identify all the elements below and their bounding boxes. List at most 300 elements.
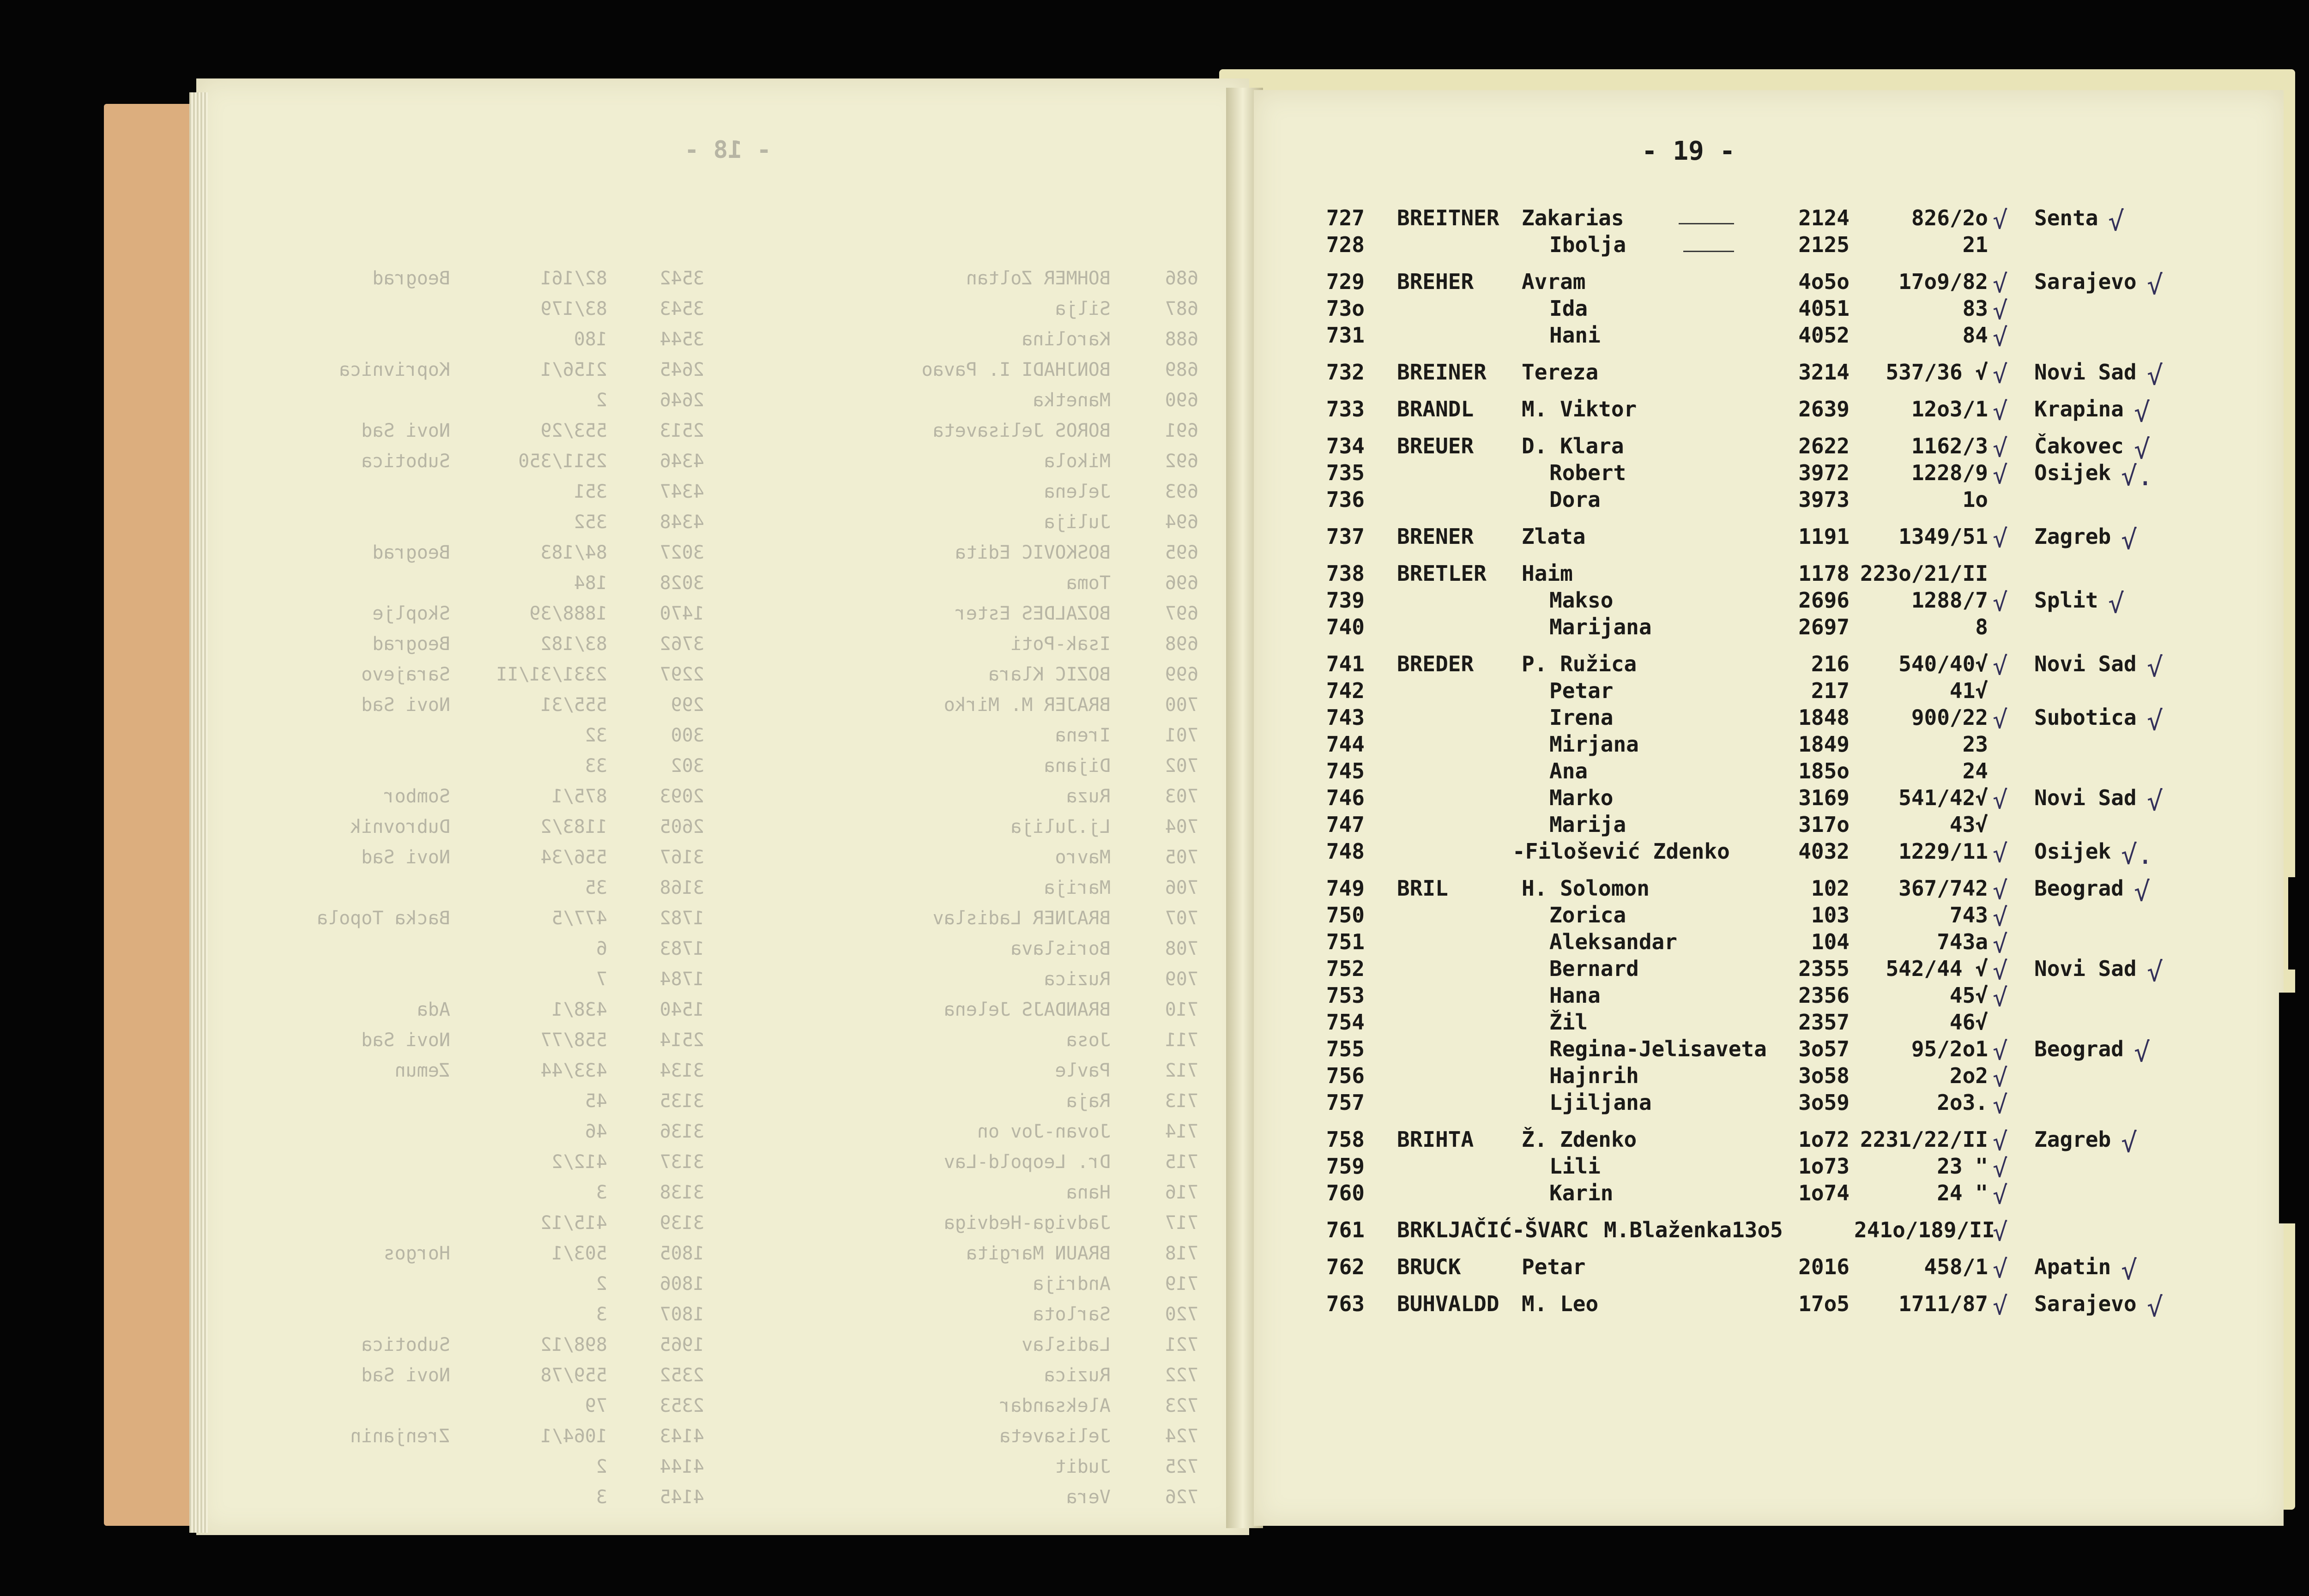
register-row [1254,839,2284,870]
bleed-num: 724 [1165,1426,1198,1447]
register-row [1254,812,2284,839]
bleed-reg: 4347 [659,481,704,502]
register-row [1254,296,2284,323]
register-row [1254,588,2284,619]
bleed-name: Silja [1055,298,1111,319]
entry-register-no: 2639 [1798,397,1850,422]
bleed-name: Isak-Poti [1010,633,1111,655]
bleed-name: Lj.Julija [1010,816,1111,837]
entry-number: 731 [1326,323,1365,348]
entry-number: 728 [1326,232,1365,257]
check-mark-icon: √. [2121,839,2153,870]
bleed-file: 3 [596,1487,607,1508]
entry-given-name: Karin [1549,1180,1614,1205]
entry-place: Subotica [2034,705,2137,730]
bleed-num: 687 [1165,298,1198,319]
entry-number: 732 [1326,360,1365,385]
right-page [1254,90,2284,1526]
bleed-reg: 4143 [659,1426,704,1447]
bleed-reg: 1784 [659,969,704,990]
entry-number: 749 [1326,876,1365,901]
entry-number: 744 [1326,732,1365,757]
entry-file-no: 1229/11 [1898,839,1988,864]
register-row [1254,705,2284,736]
register-row [1254,1127,2284,1158]
check-mark-icon: √ [1993,1154,2008,1183]
dash-mark-728 [1683,251,1734,252]
bleed-file: 3 [596,1304,607,1325]
entry-given-name: Hana [1549,983,1601,1008]
bleed-name: Manetka [1033,390,1111,411]
bleed-file: 84/183 [540,542,607,563]
entry-file-no: 21 [1962,232,1988,257]
bleed-row [196,877,1249,903]
register-row [1254,360,2284,391]
bleed-num: 691 [1165,420,1198,441]
entry-given-name: H. Solomon [1522,876,1650,901]
bleed-reg: 1965 [659,1334,704,1355]
bleed-num: 705 [1165,847,1198,868]
bleed-reg: 3136 [659,1121,704,1142]
bleed-name: Toma [1066,572,1111,594]
entry-given-name: Marijana [1549,614,1652,639]
bleed-file: 555/31 [540,694,607,716]
entry-number: 745 [1326,759,1365,783]
bleed-reg: 3137 [659,1151,704,1173]
check-mark-icon: √ [1993,903,2008,932]
check-mark-icon: √ [2134,397,2150,428]
entry-surname: BRUCK [1397,1254,1461,1279]
bleed-name: Jelisaveta [999,1426,1111,1447]
bleed-name: Raja [1066,1090,1111,1112]
entry-register-no: 4032 [1798,839,1850,864]
bleed-file: 46 [585,1121,607,1142]
bleed-reg: 1782 [659,908,704,929]
bleed-place: Backa Topola [317,908,450,929]
bleed-reg: 3167 [659,847,704,868]
bleed-num: 695 [1165,542,1198,563]
bleed-name: BOHMER Zoltan [966,268,1111,289]
bleed-file: 477/5 [551,908,607,929]
check-mark-icon: √ [2108,588,2124,619]
check-mark-icon: √ [1993,1090,2008,1119]
bleed-reg: 3762 [659,633,704,655]
bleed-file: 558/77 [540,1030,607,1051]
entry-file-no: 1349/51 [1898,524,1988,549]
bleed-place: Horgos [383,1243,450,1264]
bleed-name: Ladislav [1022,1334,1111,1355]
check-mark-icon: √ [2134,876,2150,907]
entry-place: Beograd [2034,876,2124,901]
entry-file-no: 367/742 [1898,876,1988,901]
register-row [1254,1291,2284,1323]
register-entries [1254,90,2284,1526]
bleed-num: 699 [1165,664,1198,685]
entry-number: 729 [1326,269,1365,294]
check-mark-icon: √ [1993,1217,2008,1247]
bleed-file: 2156/1 [540,359,607,380]
bleed-reg: 1470 [659,603,704,624]
bleed-file: 2331/31/II [496,664,607,685]
bleed-name: Josa [1066,1030,1111,1051]
page-edges [189,92,208,1533]
register-row [1254,1217,2284,1247]
check-mark-icon: √ [1993,651,2008,681]
entry-register-no: 1o74 [1798,1180,1850,1205]
check-mark-icon: √ [2147,705,2163,736]
register-row [1254,651,2284,683]
entry-given-name: Irena [1549,705,1614,730]
bleed-reg: 3542 [659,268,704,289]
register-row [1254,956,2284,988]
entry-file-no: 95/2o1 [1911,1036,1988,1061]
check-mark-icon: √ [1993,876,2008,905]
bleed-name: BRAUN Margita [966,1243,1111,1264]
entry-surname: BREINER [1397,360,1487,385]
bleed-row [196,1395,1249,1421]
entry-given-name: Zakarias [1522,205,1624,230]
bleed-file: 412/2 [551,1151,607,1173]
entry-register-no: 3o59 [1798,1090,1850,1115]
entry-register-no: 2622 [1798,434,1850,458]
check-mark-icon: √ [2108,205,2124,237]
bleed-name: Jadviga-Hedviga [943,1212,1111,1234]
bleed-reg: 1805 [659,1243,704,1264]
entry-given-name: Petar [1549,678,1614,703]
check-mark-icon: √ [1993,205,2008,235]
entry-number: 727 [1326,205,1365,230]
bleed-row [196,268,1249,293]
entry-number: 743 [1326,705,1365,730]
entry-given-name: M. Leo [1522,1291,1599,1316]
entry-given-name: P. Ružica [1522,651,1637,676]
bleed-num: 723 [1165,1395,1198,1416]
entry-given-name: Mirjana [1549,732,1639,757]
entry-file-no: 241o/189/II [1854,1217,1995,1242]
register-row [1254,759,2284,785]
entry-file-no: 1228/9 [1911,460,1988,485]
bleed-row [196,908,1249,933]
entry-register-no: 4052 [1798,323,1850,348]
bleed-place: Zrenjanin [350,1426,450,1447]
check-mark-icon: √ [2147,956,2163,988]
entry-number: 735 [1326,460,1365,485]
bleed-num: 721 [1165,1334,1198,1355]
entry-given-name: Ž. Zdenko [1522,1127,1637,1152]
entry-register-no: 1o72 [1798,1127,1850,1152]
check-mark-icon: √ [1993,1180,2008,1210]
entry-register-no: 3169 [1798,785,1850,810]
bleed-row [196,786,1249,811]
entry-register-no: 3o58 [1798,1063,1850,1088]
bleed-file: 35 [585,877,607,898]
bleed-place: Ada [417,999,450,1020]
bleed-row [196,1487,1249,1512]
bleed-file: 875/1 [551,786,607,807]
bleed-reg: 3543 [659,298,704,319]
register-row [1254,1090,2284,1117]
entry-given-name: Aleksandar [1549,929,1677,954]
check-mark-icon: √ [1993,929,2008,958]
bleed-reg: 1540 [659,999,704,1020]
bleed-num: 702 [1165,755,1198,777]
entry-register-no: 3973 [1798,487,1850,512]
entry-register-no: 185o [1798,759,1850,783]
bleed-row [196,1365,1249,1390]
entry-file-no: 43√ [1949,812,1988,837]
register-row [1254,1010,2284,1036]
bleed-reg: 299 [671,694,704,716]
entry-given-name: Zlata [1522,524,1586,549]
bleed-row [196,1151,1249,1177]
check-mark-icon: √ [1993,323,2008,352]
bleed-name: Sarlota [1033,1304,1111,1325]
bleed-reg: 300 [671,725,704,746]
entry-register-no: 2696 [1798,588,1850,613]
bleed-name: BONJHADI I. Pavao [921,359,1111,380]
entry-file-no: 743a [1937,929,1988,954]
entry-surname: BRKLJAČIĆ-ŠVARC [1397,1217,1589,1242]
entry-file-no: 83 [1962,296,1988,321]
entry-register-no: 317o [1798,812,1850,837]
entry-place: Osijek [2034,460,2111,485]
entry-register-no: 2356 [1798,983,1850,1008]
bleed-file: 2 [596,390,607,411]
bleed-num: 717 [1165,1212,1198,1234]
bleed-row [196,1212,1249,1238]
entry-given-name: Avram [1522,269,1586,294]
entry-number: 748 [1326,839,1365,864]
check-mark-icon: √ [2147,269,2163,301]
bleed-row [196,390,1249,415]
bleed-place: Dubrovnik [350,816,450,837]
entry-given-name: Marko [1549,785,1614,810]
bleed-num: 707 [1165,908,1198,929]
entry-register-no: 2355 [1798,956,1850,981]
bleed-name: Irena [1055,725,1111,746]
bleed-reg: 4346 [659,451,704,472]
check-mark-icon: √ [1993,705,2008,734]
check-mark-icon: √. [2121,460,2153,492]
entry-register-no: 3972 [1798,460,1850,485]
bleed-row [196,481,1249,506]
bleed-file: 3 [596,1182,607,1203]
bleed-file: 559/78 [540,1365,607,1386]
entry-register-no: 2016 [1798,1254,1850,1279]
register-row [1254,1180,2284,1210]
entry-register-no: 2697 [1798,614,1850,639]
check-mark-icon: √ [1993,588,2008,617]
entry-number: 733 [1326,397,1365,422]
entry-register-no: 17o5 [1798,1291,1850,1316]
entry-number: 758 [1326,1127,1365,1152]
bleed-row [196,1090,1249,1116]
entry-file-no: 41√ [1949,678,1988,703]
bleed-row [196,1304,1249,1329]
bleed-place: Beograd [372,268,450,289]
bleed-num: 720 [1165,1304,1198,1325]
entry-register-no: 1191 [1798,524,1850,549]
entry-number: 754 [1326,1010,1365,1035]
entry-place: Sarajevo [2034,1291,2137,1316]
check-mark-icon: √ [2121,524,2137,555]
bleed-num: 706 [1165,877,1198,898]
entry-place: Krapina [2034,397,2124,422]
bleed-place: Koprivnica [339,359,450,380]
check-mark-icon: √ [1993,524,2008,553]
bleed-reg: 1807 [659,1304,704,1325]
check-mark-icon: √ [1993,1036,2008,1066]
bleed-name: Ruza [1066,786,1111,807]
bleed-reg: 3168 [659,877,704,898]
bleed-file: 82/161 [540,268,607,289]
register-row [1254,434,2284,465]
bleed-file: 180 [574,329,607,350]
entry-given-name: Ida [1549,296,1588,321]
entry-surname: BREUER [1397,434,1474,458]
bleed-row [196,633,1249,659]
entry-file-no: 23 [1962,732,1988,757]
bleed-place: Sarajevo [361,664,450,685]
bleed-reg: 2093 [659,786,704,807]
entry-place: Beograd [2034,1036,2124,1061]
entry-surname: BRETLER [1397,561,1487,586]
entry-place: Novi Sad [2034,651,2137,676]
bleed-row [196,329,1249,354]
entry-place: Split [2034,588,2098,613]
bleed-reg: 1806 [659,1273,704,1295]
bleed-num: 686 [1165,268,1198,289]
register-row [1254,487,2284,514]
entry-surname: BRIHTA [1397,1127,1474,1152]
entry-file-no: 8 [1975,614,1988,639]
entry-number: 740 [1326,614,1365,639]
entry-number: 747 [1326,812,1365,837]
bleed-place: Sombor [383,786,450,807]
entry-given-name: Tereza [1522,360,1599,385]
check-mark-icon: √ [1993,1063,2008,1092]
bleed-name: BOZIC Klara [988,664,1111,685]
bleed-file: 351 [574,481,607,502]
register-row [1254,678,2284,705]
entry-file-no: 46√ [1949,1010,1988,1035]
entry-given-name: Ibolja [1549,232,1626,257]
entry-given-name: Regina-Jelisaveta [1549,1036,1767,1061]
entry-file-no: 12o3/1 [1911,397,1988,422]
bleed-row [196,755,1249,781]
bleed-row [196,1060,1249,1085]
register-row [1254,614,2284,641]
bleed-file: 556/34 [540,847,607,868]
bleed-file: 438/1 [551,999,607,1020]
bleed-num: 690 [1165,390,1198,411]
bleed-name: Borislava [1010,938,1111,959]
check-mark-icon: √ [2147,360,2163,391]
register-row [1254,1154,2284,1183]
bleed-num: 725 [1165,1456,1198,1477]
check-mark-icon: √ [1993,785,2008,814]
bleed-row [196,664,1249,689]
bleed-file: 415/12 [540,1212,607,1234]
torn-edge-1 [2279,993,2297,1223]
register-row [1254,232,2284,259]
bleed-num: 694 [1165,512,1198,533]
entry-register-no: 3o57 [1798,1036,1850,1061]
bleed-file: 1183/2 [540,816,607,837]
entry-place: Zagreb [2034,1127,2111,1152]
bleed-row [196,1121,1249,1146]
bleed-file: 898/12 [540,1334,607,1355]
check-mark-icon: √ [1993,434,2008,463]
bleed-row [196,847,1249,872]
entry-register-no: 1848 [1798,705,1850,730]
entry-register-no: 1o73 [1798,1154,1850,1179]
entry-file-no: 1711/87 [1898,1291,1988,1316]
entry-register-no: 217 [1811,678,1850,703]
bleed-reg: 2353 [659,1395,704,1416]
register-row [1254,1036,2284,1068]
bleed-file: 2511/350 [518,451,607,472]
bleed-num: 719 [1165,1273,1198,1295]
entry-file-no: 45√ [1949,983,1988,1008]
left-page [196,78,1249,1535]
bleed-num: 703 [1165,786,1198,807]
entry-file-no: 1288/7 [1911,588,1988,613]
entry-file-no: 1o [1962,487,1988,512]
bleed-row [196,999,1249,1024]
check-mark-icon: √ [2134,434,2150,465]
entry-file-no: 84 [1962,323,1988,348]
bleed-reg: 3544 [659,329,704,350]
entry-place: Novi Sad [2034,785,2137,810]
bleed-reg: 2514 [659,1030,704,1051]
bleed-num: 711 [1165,1030,1198,1051]
entry-given-name: Žil [1549,1010,1588,1035]
entry-number: 741 [1326,651,1365,676]
entry-number: 756 [1326,1063,1365,1088]
check-mark-icon: √ [1993,956,2008,985]
bleed-file: 553/29 [540,420,607,441]
bleed-num: 716 [1165,1182,1198,1203]
entry-place: Čakovec [2034,434,2124,458]
entry-file-no: 2o3. [1937,1090,1988,1115]
bleed-place: Novi Sad [361,847,450,868]
entry-file-no: 17o9/82 [1898,269,1988,294]
bleed-reg: 3135 [659,1090,704,1112]
bleed-name: Marija [1044,877,1111,898]
bleed-file: 45 [585,1090,607,1112]
bleed-place: Subotica [361,1334,450,1355]
entry-number: 757 [1326,1090,1365,1115]
entry-number: 761 [1326,1217,1365,1242]
bleed-place: Novi Sad [361,694,450,716]
bleed-reg: 3027 [659,542,704,563]
entry-surname: BUHVALDD [1397,1291,1499,1316]
entry-file-no: 24 " [1937,1180,1988,1205]
bleed-row [196,572,1249,598]
check-mark-icon: √ [2121,1127,2137,1158]
bleed-reg: 2646 [659,390,704,411]
bleed-row [196,1456,1249,1482]
entry-number: 752 [1326,956,1365,981]
bleed-row [196,512,1249,537]
bleed-num: 710 [1165,999,1198,1020]
entry-given-name: Zorica [1549,903,1626,927]
check-mark-icon: √ [1993,1254,2008,1283]
bleed-name: Hana [1066,1182,1111,1203]
entry-file-no: 24 [1962,759,1988,783]
check-mark-icon: √ [1993,839,2008,868]
